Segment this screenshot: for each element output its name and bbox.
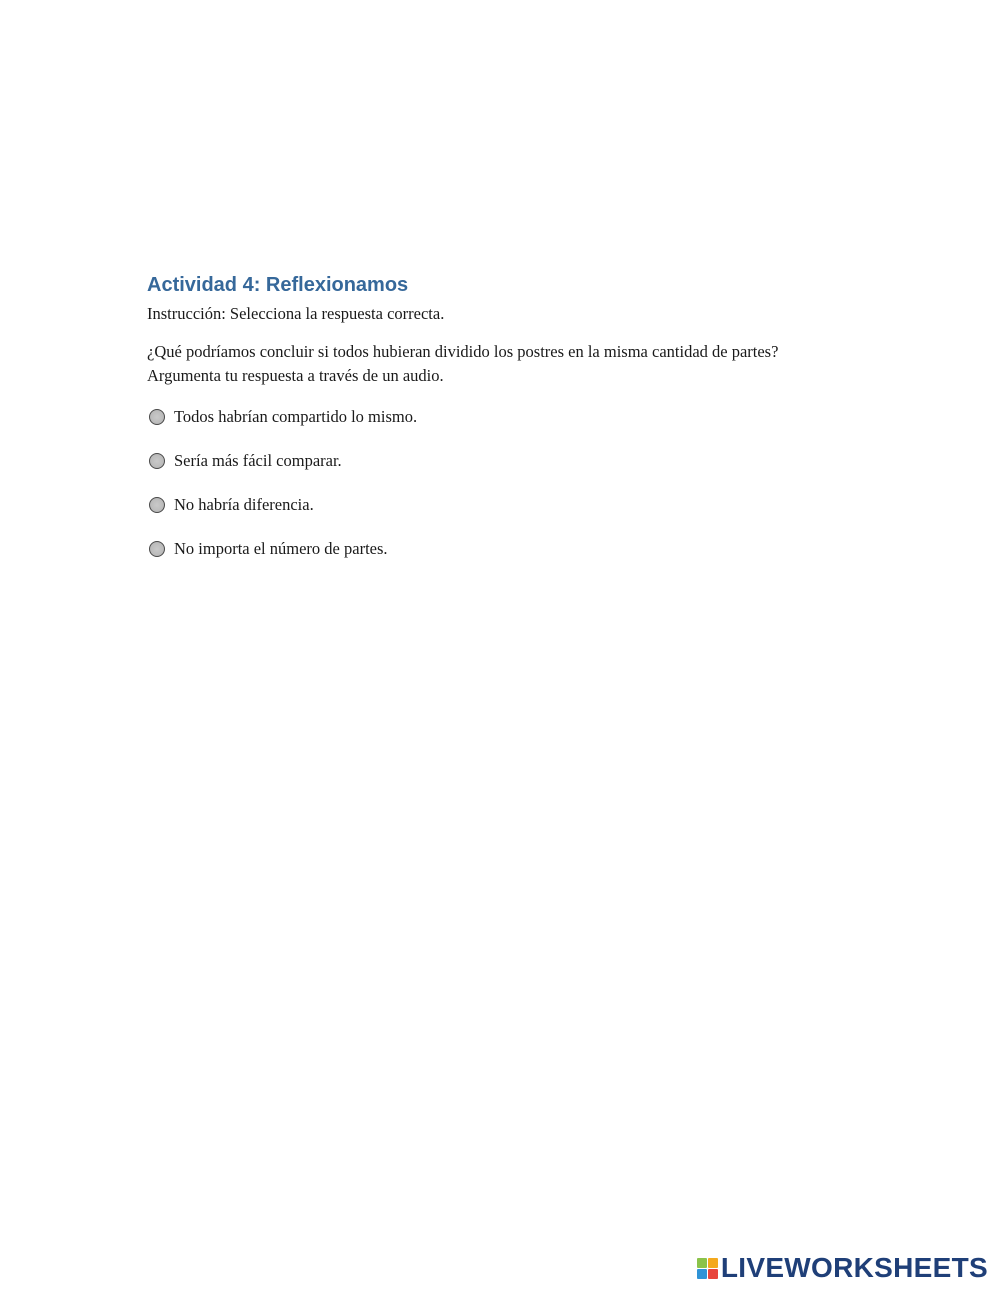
answer-options (147, 402, 847, 564)
answer-option-label: No habría diferencia. (174, 495, 314, 514)
liveworksheets-logo-icon (697, 1258, 718, 1279)
answer-option-4[interactable] (147, 534, 847, 564)
radio-button-icon[interactable] (149, 453, 165, 469)
activity-title: Actividad 4: Reflexionamos (147, 274, 409, 296)
answer-option-3[interactable] (147, 490, 847, 520)
instruction-text: Instrucción: Selecciona la respuesta correcta. (147, 304, 445, 323)
radio-button-icon[interactable] (149, 541, 165, 557)
logo-tile (697, 1269, 707, 1279)
answer-option-label: Sería más fácil comparar. (174, 451, 342, 470)
answer-option-2[interactable] (147, 446, 847, 476)
radio-button-icon[interactable] (149, 409, 165, 425)
answer-option-label: No importa el número de partes. (174, 539, 388, 558)
radio-button-icon[interactable] (149, 497, 165, 513)
liveworksheets-logo-text: LIVEWORKSHEETS (720, 1252, 988, 1283)
logo-tile (697, 1258, 707, 1268)
answer-option-label: Todos habrían compartido lo mismo. (174, 407, 418, 426)
logo-tile (708, 1258, 718, 1268)
liveworksheets-brand (697, 1254, 988, 1282)
worksheet-content (147, 270, 847, 578)
question-text: ¿Qué podríamos concluir si todos hubieran dividido los postres en la misma cantidad de partes? Argumenta tu respuesta a través de un audio. (147, 342, 779, 385)
answer-option-1[interactable] (147, 402, 847, 432)
logo-tile (708, 1269, 718, 1279)
